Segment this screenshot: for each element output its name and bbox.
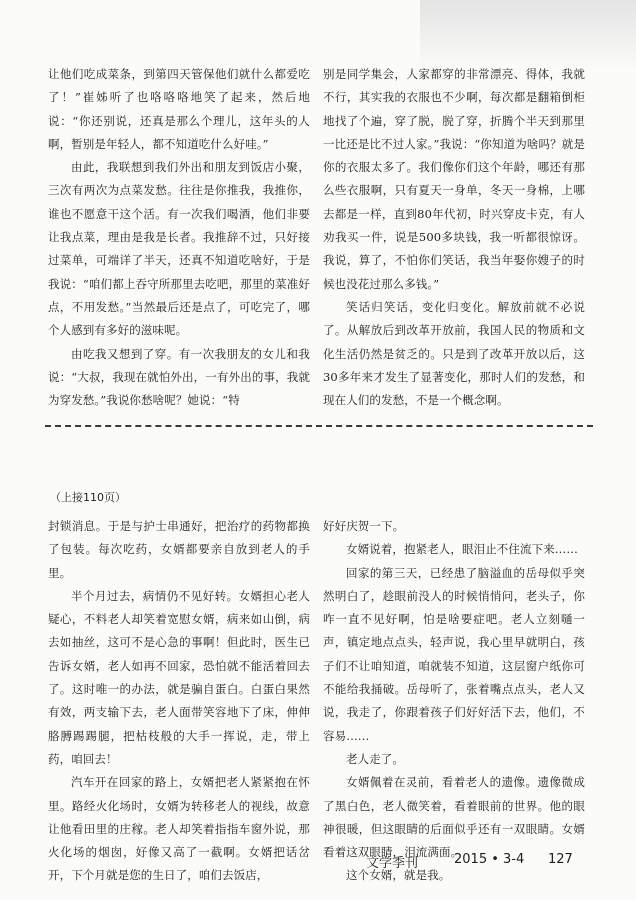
paragraph: 女婿说着，抱紧老人，眼泪止不住流下来…… bbox=[346, 542, 578, 557]
paragraph: 封锁消息。于是与护士串通好，把治疗的药物都换了包装。每次吃药，女婿都要亲自放到老人的手里。 bbox=[48, 519, 310, 580]
footer-issue: 2015 • 3-4 bbox=[454, 852, 525, 867]
paragraph: 汽车开在回家的路上，女婿把老人紧紧抱在怀里。路经火化场时，女婿为转移老人的视线，故意让他看田里的庄稼。老人却笑着指指车窗外说，那火化场的烟囱，好像又高了一截啊。女婿把话岔开，下个月就是您的生日了，咱们去饭店， bbox=[48, 775, 310, 883]
paragraph: 让他们吃成菜条，到第四天管保他们就什么都爱吃了！”崔姊听了也咯咯咯地笑了起来，然后地说：“你还别说，还真是那么个理儿，这年头的人啊，暂别是年轻人，都不知道吃什么好哇。” bbox=[48, 67, 310, 151]
article-column-top-left bbox=[48, 63, 310, 408]
paragraph: 由吃我又想到了穿。有一次我朋友的女儿和我说：“大叔，我现在就怕外出，一有外出的事，我就为穿发愁。”我说你愁啥呢？她说：“特 bbox=[48, 346, 310, 408]
paragraph: 好好庆贺一下。 bbox=[323, 519, 405, 533]
paragraph: 回家的第三天，已经患了脑溢血的岳母似乎突然明白了，趁眼前没人的时候悄悄问，老头子，你咋一直不见好啊，怕是啥要症吧。老人立刻嗵一声，镇定地点点头，轻声说，我心里早就明白，孩子们不让咱知道，咱就装不知道，这层窗户纸你可不能给我捅破。岳母听了，张着嘴点点头，老人又说，我走了，你跟着孩子们好好活下去，他们，不容易…… bbox=[323, 565, 585, 743]
paragraph: 笑话归笑话，变化归变化。解放前就不必说了。从解放后到改革开放前，我国人民的物质和文化生活仍然是贫乏的。只是到了改革开放以后，这30多年来才发生了显著变化，那时人们的发愁，和现在人们的发愁，不是一个概念啊。 bbox=[323, 299, 585, 408]
paragraph: 女婿佩着在灵前，看着老人的遗像。遗像微成了黑白色，老人微笑着，看着眼前的世界。他的眼神很暖，但这眼睛的后面似乎还有一双眼睛。女婿看着这双眼睛，泪流满面。 bbox=[323, 775, 585, 860]
paragraph: 由此，我联想到我们外出和朋友到饭店小聚，三次有两次为点菜发愁。往往是你推我，我推你，谁也不愿意干这个活。有一次我们喝酒，他们非要让我点菜，理由是我是长者。我推辞不过，只好接过菜单，可端详了半天，还真不知道吃啥好，于是我说：“咱们都上吞守所那里去吃吧，那里的菜准好点，不用发愁。”当然最后还是点了，可吃完了，哪个人感到有多好的滋味呢。 bbox=[48, 160, 310, 338]
paragraph: 这个女婿，就是我。 bbox=[346, 868, 451, 883]
scan-shadow bbox=[420, 0, 636, 70]
section-divider bbox=[45, 425, 593, 427]
article-column-top-right bbox=[323, 63, 585, 408]
continued-from-label: （上接110页） bbox=[50, 491, 126, 504]
paragraph: 别是同学集会，人家都穿的非常漂亮、得体，我就不行，其实我的衣服也不少啊，每次都是翻箱倒柜地找了个遍，穿了脱，脱了穿，折腾个半天到那里一比还是比不过人家。”我说：“你知道为啥吗？就是你的衣服太多了。我们像你们这个年龄，哪还有那么些衣服啊，只有夏天一身单，冬天一身棉，上哪去都是一样，直到80年代初，时兴穿皮卡克，有人劝我买一件，说是500多块钱，我一听都很惊讶。我说，算了，不怕你们笑话，我当年娶你嫂子的时候也没花过那么多钱。” bbox=[323, 67, 585, 291]
paragraph: 半个月过去，病情仍不见好转。女婿担心老人疑心，不料老人却笑着宽慰女婿，病来如山倒，病去如抽丝，这可不是心急的事啊！但此时，医生已告诉女婿，老人如再不回家，恐怕就不能活着回去了。这时唯一的办法，就是骗自蛋白。白蛋白果然有效，两支输下去，老人面带笑容地下了床，伸伸胳膊踢踢腿，把枯枝般的大手一挥说，走，带上药，咱回去！ bbox=[48, 588, 310, 766]
footer-page-number: 127 bbox=[548, 852, 573, 867]
article-column-bottom-left bbox=[48, 515, 310, 883]
footer-magazine-name: 文学季刊 bbox=[366, 856, 419, 871]
paragraph: 老人走了。 bbox=[346, 751, 404, 766]
